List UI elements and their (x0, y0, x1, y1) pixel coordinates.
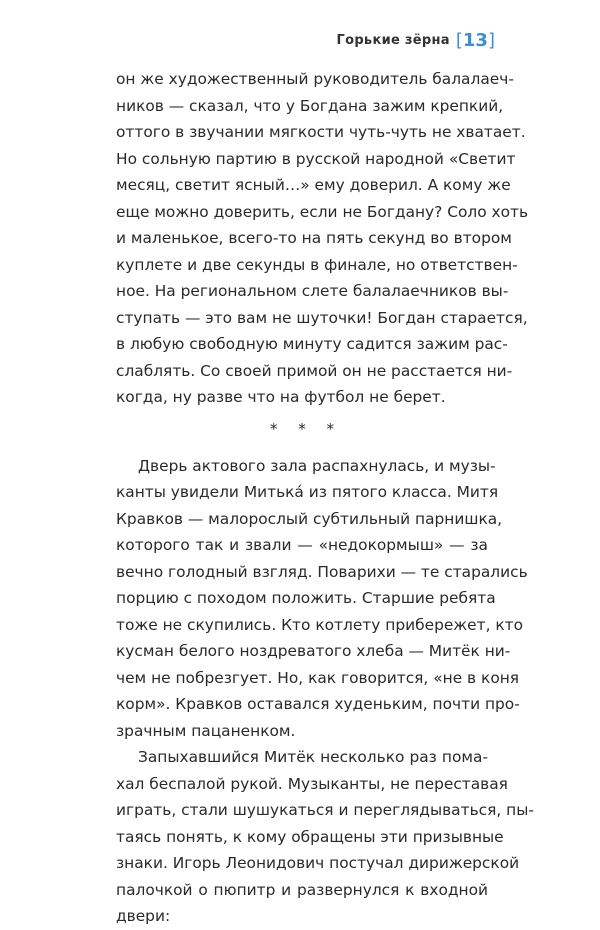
text-line: Но сольную партию в русской народной «Светит (116, 149, 516, 168)
text-line: тоже не скупились. Кто котлету прибережет, кто (116, 615, 524, 634)
page-number: 13 (462, 30, 488, 51)
text-line: ников — сказал, что у Богдана зажим крепкий, (116, 96, 504, 115)
text-line: Кравков — малорослый субтильный парнишка, (116, 509, 503, 528)
paragraph-2 (116, 453, 528, 745)
text-line: корм». Кравков оставался худеньким, почти про- (116, 695, 520, 713)
text-line: палочкой о пюпитр и развернулся к входной (116, 880, 488, 899)
paragraph-3 (116, 744, 534, 930)
text-line: слаблять. Со своей примой он не расстается ни- (116, 361, 513, 380)
text-line: месяц, светит ясный…» ему доверил. А кому же (116, 176, 511, 194)
text-line: Дверь актового зала распахнулась, и музы- (138, 456, 496, 475)
section-separator: * * * (269, 419, 343, 438)
text-line: Запыхавшийся Митёк несколько раз пома- (138, 748, 488, 766)
text-line: оттого в звучании мягкости чуть-чуть не хватает. (116, 123, 526, 141)
paragraph-1 (116, 66, 529, 411)
text-line: куплете и две секунды в финале, но ответствен- (116, 255, 518, 274)
body-text (116, 66, 534, 930)
text-line: хал беспалой рукой. Музыканты, не переставая (116, 774, 508, 793)
text-line: знаки. Игорь Леонидович постучал дирижерской (116, 854, 520, 872)
running-header (337, 30, 495, 51)
text-line: зрачным пацаненком. (116, 721, 296, 740)
text-line: кусман белого ноздреватого хлеба — Митёк ни- (116, 642, 511, 660)
text-line: еще можно доверить, если не Богдану? Соло хоть (116, 202, 529, 221)
text-line: когда, ну разве что на футбол не берет. (116, 388, 446, 406)
text-line: ное. На региональном слете балалаечников вы- (116, 282, 509, 300)
text-line: он же художественный руководитель балалаеч- (116, 70, 514, 88)
text-line: таясь понять, к кому обращены эти призывные (116, 827, 504, 846)
text-line: чем не побрезгует. Но, как говорится, «не в коня (116, 668, 520, 687)
text-line: ступать — это вам не шуточки! Богдан старается, (116, 308, 528, 327)
text-line: порцию с походом положить. Старшие ребята (116, 589, 496, 607)
text-line: и маленькое, всего-то на пять секунд во втором (116, 229, 512, 247)
text-line: вечно голодный взгляд. Поварихи — те старались (116, 562, 528, 581)
text-line: играть, стали шушукаться и переглядываться, пы- (116, 801, 534, 819)
text-line: двери: (116, 907, 171, 925)
text-line: в любую свободную минуту садится зажим рас- (116, 335, 508, 353)
page-number-box: [13] (455, 30, 495, 51)
text-line: канты увидели Митька́ из пятого класса. Митя (116, 483, 499, 501)
text-line: которого так и звали — «недокормыш» — за (116, 536, 488, 554)
running-title: Горькие зёрна (336, 33, 450, 48)
